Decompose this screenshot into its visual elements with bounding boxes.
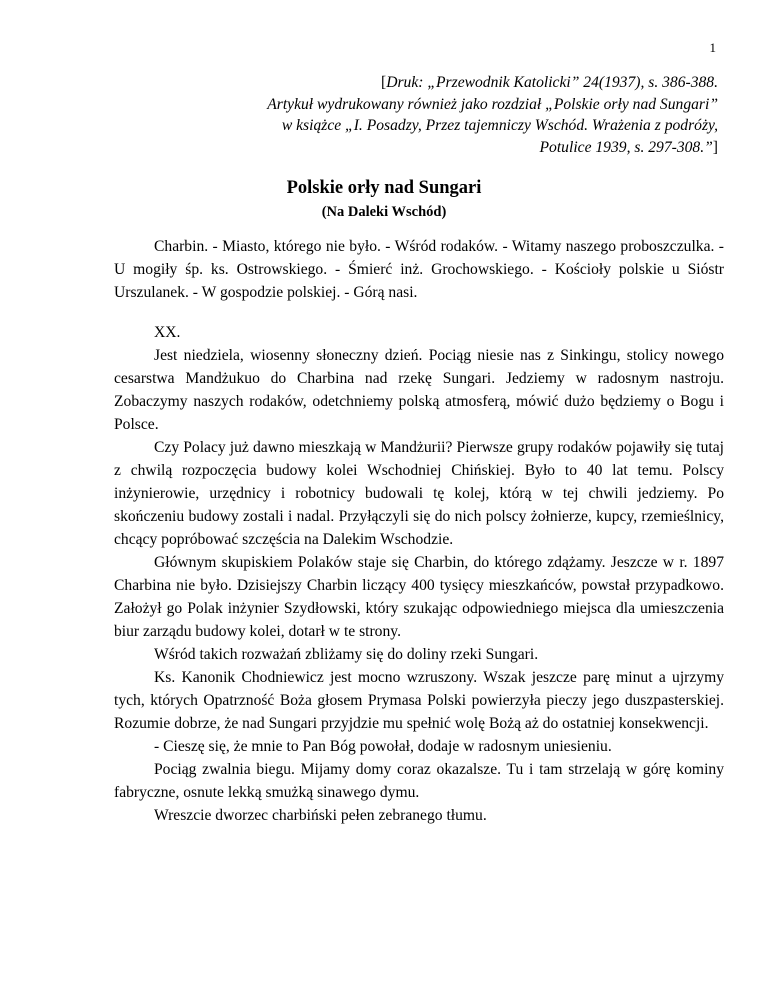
source-note-text-1: Druk: „Przewodnik Katolicki” 24(1937), s. 386-388.	[386, 74, 718, 91]
body-text	[114, 321, 724, 827]
article-title: Polskie orły nad Sungari	[286, 178, 482, 198]
source-note	[158, 72, 718, 158]
source-note-line-2: Artykuł wydrukowany również jako rozdział „Polskie orły nad Sungari”	[267, 95, 718, 113]
paragraph-4: Głównym skupiskiem Polaków staje się Charbin, do którego zdążamy. Jeszcze w r. 1897 Charbina nie było. Dzisiejszy Charbin liczący 400 tysięcy mieszkańców, powstał przypadkowo. Założył go Polak inżynier Szydłowski, który szukając odpowiedniego miejsca dla umieszczenia biur zarządu budowy kolei, dotarł w te strony.	[114, 554, 724, 640]
article-subtitle: (Na Daleki Wschód)	[321, 204, 447, 220]
page-number: 1	[709, 40, 716, 55]
chapter-summary: Charbin. - Miasto, którego nie było. - Wśród rodaków. - Witamy naszego proboszczulka. - U mogiły śp. ks. Ostrowskiego. - Śmierć inż. Grochowskiego. - Kościoły polskie u Sióstr Urszulanek. - W gospodzie polskiej. - Górą nasi.	[114, 238, 724, 301]
paragraph-1: XX.	[154, 324, 181, 341]
source-note-line-4	[158, 137, 718, 159]
paragraph-2: Jest niedziela, wiosenny słoneczny dzień. Pociąg niesie nas z Sinkingu, stolicy nowego cesarstwa Mandżukuo do Charbina nad rzekę Sungari. Jedziemy w radosnym nastroju. Zobaczymy naszych rodaków, odetchniemy polską atmosferą, mówić dużo będziemy o Bogu i Polsce.	[114, 347, 724, 433]
paragraph-7: - Cieszę się, że mnie to Pan Bóg powołał, dodaje w radosnym uniesieniu.	[154, 738, 612, 755]
source-note-line-3: w książce „I. Posadzy, Przez tajemniczy Wschód. Wrażenia z podróży,	[281, 117, 718, 134]
source-note-line-1	[158, 72, 718, 94]
paragraph-9: Wreszcie dworzec charbiński pełen zebranego tłumu.	[154, 807, 487, 824]
title-block	[0, 176, 768, 222]
paragraph-5: Wśród takich rozważań zbliżamy się do doliny rzeki Sungari.	[154, 646, 539, 663]
source-note-text-4: Potulice 1939, s. 297-308.”	[539, 138, 713, 156]
open-bracket: [	[381, 74, 387, 91]
paragraph-6: Ks. Kanonik Chodniewicz jest mocno wzruszony. Wszak jeszcze parę minut a ujrzymy tych, których Opatrzność Boża głosem Prymasa Polski powierzyła pieczy jego duszpasterskiej. Rozumie dobrze, że nad Sungari przyjdzie mu spełnić wolę Bożą aż do ostatniej konsekwencji.	[114, 669, 724, 732]
close-bracket: ]	[712, 138, 718, 156]
paragraph-3: Czy Polacy już dawno mieszkają w Mandżurii? Pierwsze grupy rodaków pojawiły się tutaj z chwilą rozpoczęcia budowy kolei Wschodniej Chińskiej. Było to 40 lat temu. Polscy inżynierowie, urzędnicy i robotnicy budowali tę kolej, którą w tej chwili jedziemy. Po skończeniu budowy zostali i nadal. Przyłączyli się do nich polscy żołnierze, kupcy, rzemieślnicy, chcący popróbować szczęścia na Dalekim Wschodzie.	[114, 439, 724, 548]
paragraph-8: Pociąg zwalnia biegu. Mijamy domy coraz okazalsze. Tu i tam strzelają w górę kominy fabryczne, osnute lekką smużką sinawego dymu.	[114, 761, 724, 801]
